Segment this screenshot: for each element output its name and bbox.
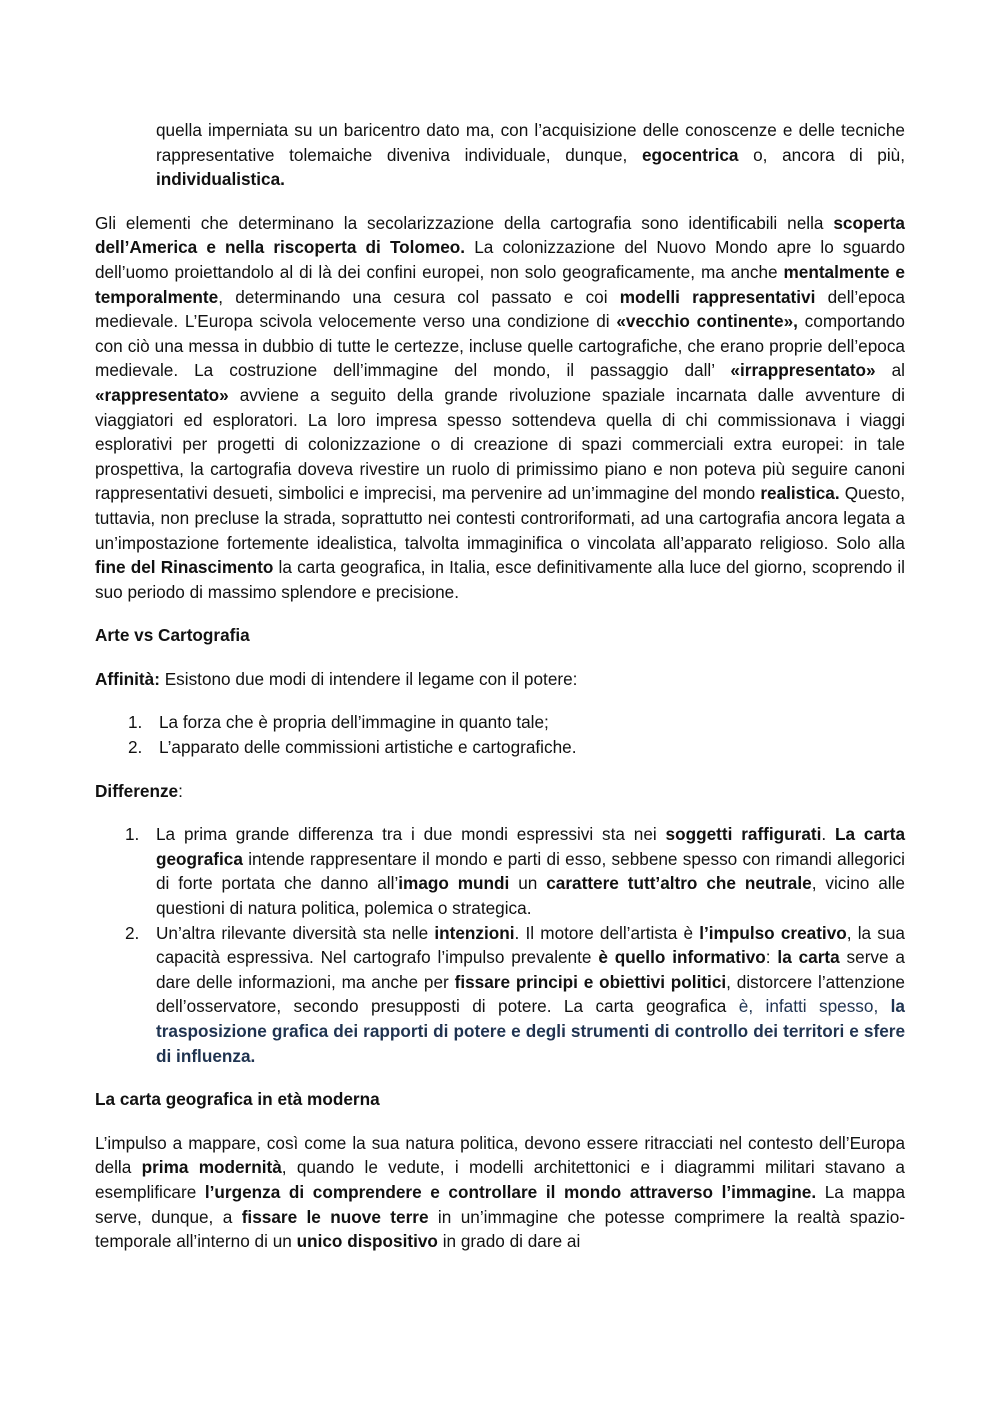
text-run: , determinando una cesura col passato e coi	[218, 286, 620, 307]
text-run: La mappa serve, dunque, a	[95, 1181, 906, 1227]
text-run: al	[875, 360, 906, 381]
bold-run: «irrappresentato»	[730, 360, 876, 381]
intro-paragraph	[156, 118, 905, 192]
bold-run: l’urgenza di comprendere e controllare il mondo attraverso l’immagine.	[204, 1181, 817, 1202]
text-run: Esistono due modi di intendere il legame con il potere:	[159, 668, 578, 689]
list-item	[95, 822, 905, 920]
text-run: Gli elementi che determinano la secolarizzazione della cartografia sono identificabili nella	[95, 212, 834, 233]
highlight-run: è, infatti spesso,	[738, 996, 891, 1017]
heading-text: Arte vs Cartografia	[95, 625, 250, 646]
body-paragraph-2	[95, 1131, 905, 1254]
list-number: 1.	[128, 712, 143, 733]
bold-run: «rappresentato»	[95, 384, 229, 405]
text-run: Questo, tuttavia, non precluse la strada, soprattutto nei contesti controriformati, ad una cartografia ancora legata a un’impostazione fortemente idealistica, talvolta immaginifica o vincolata all’apparato religioso. Solo alla	[95, 483, 905, 553]
text-run: , distorcere l’attenzione dell’osservatore, secondo presupposti di potere. La carta geografica	[156, 971, 905, 1017]
text-run: , quando le vedute, i modelli architettonici e i diagrammi militari stavano a esemplificare	[95, 1157, 905, 1202]
bold-run: intenzioni	[434, 922, 515, 943]
list-item	[95, 735, 905, 760]
text-run: la carta geografica, in Italia, esce definitivamente alla luce del giorno, scoprendo il suo periodo di massimo splendore e precisione.	[95, 557, 905, 602]
bold-run: modelli rappresentativi	[619, 286, 816, 307]
affinita-list	[95, 710, 905, 759]
list-item	[95, 710, 905, 735]
bold-run: la carta	[777, 947, 840, 968]
text-run: quella imperniata su un baricentro dato ma, con l’acquisizione delle conoscenze e delle tecniche rappresentative tolemaiche diveniva individuale, dunque,	[156, 120, 905, 165]
text-run: :	[178, 780, 183, 801]
text-run: dell’epoca medievale. L’Europa scivola velocemente verso una condizione di	[95, 286, 905, 332]
text-run: :	[765, 947, 778, 968]
text-run: L’impulso a mappare, così come la sua natura politica, devono essere ritracciati nel contesto dell’Europa della	[95, 1132, 905, 1178]
bold-run: La carta geografica	[156, 824, 906, 869]
text-run: o, ancora di più,	[738, 144, 906, 165]
differenze-list	[95, 822, 905, 1068]
bold-run: soggetti raffigurati	[665, 824, 822, 845]
text-run: La prima grande differenza tra i due mondi espressivi sta nei	[156, 824, 666, 845]
text-run: in grado di dare ai	[437, 1231, 581, 1252]
bold-run: egocentrica	[641, 144, 739, 165]
bold-run: mentalmente e temporalmente	[95, 261, 905, 307]
body-paragraph-1	[95, 211, 905, 605]
list-item-text: La forza che è propria dell’immagine in quanto tale;	[159, 712, 549, 733]
bold-run: prima modernità	[141, 1157, 282, 1178]
bold-run: imago mundi	[398, 873, 510, 894]
text-run: comportando con ciò una messa in dubbio di tutte le certezze, incluse quelle cartografiche, che erano proprie dell’epoca medievale. La costruzione dell’immagine del mondo, il passaggio dall’	[95, 311, 905, 381]
list-item	[95, 921, 905, 1069]
list-number: 2.	[128, 737, 143, 758]
section-heading-arte	[95, 623, 905, 648]
document-page	[95, 118, 905, 1254]
list-number: 2.	[125, 922, 140, 943]
bold-run: fine del Rinascimento	[95, 557, 274, 578]
text-run: intende rappresentare il mondo e parti di esso, sebbene spesso con rimandi allegorici di forte portata che danno all’	[156, 848, 905, 894]
list-number: 1.	[125, 824, 140, 845]
bold-run: fissare principi e obiettivi politici	[454, 971, 727, 992]
text-run: .	[821, 824, 836, 845]
bold-run: realistica.	[760, 483, 840, 504]
text-run: avviene a seguito della grande rivoluzione spaziale incarnata dalle avventure di viaggiatori ed esploratori. La loro impresa spesso sottendeva quella di chi commissionava i viaggi esplorativi per progetti di colonizzazione o di creazione di spazi commerciali extra europei: in tale prospettiva, la cartografia doveva rivestire un ruolo di primissimo piano e non poteva più seguire canoni rappresentativi desueti, simbolici e imprecisi, ma pervenire ad un’immagine del mondo	[95, 384, 905, 504]
bold-run: è quello informativo	[598, 947, 766, 968]
text-run: La colonizzazione del Nuovo Mondo apre lo sguardo dell’uomo proiettandolo al di là dei confini europei, non solo geograficamente, ma anche	[95, 237, 905, 282]
section-heading-eta-moderna	[95, 1087, 905, 1112]
affinita-paragraph	[95, 667, 905, 692]
text-run: serve a dare delle informazioni, ma anche per	[156, 947, 905, 992]
text-run: un	[509, 873, 547, 894]
bold-run: carattere tutt’altro che neutrale	[546, 873, 812, 894]
heading-text: La carta geografica in età moderna	[95, 1089, 380, 1110]
affinita-label: Affinità:	[95, 668, 160, 689]
text-run: in un’immagine che potesse comprimere la realtà spazio-temporale all’interno di un	[95, 1206, 905, 1252]
bold-run: scoperta dell’America e nella riscoperta di Tolomeo.	[95, 212, 905, 258]
list-item-text: L’apparato delle commissioni artistiche e cartografiche.	[159, 737, 577, 758]
bold-run: «vecchio continente»,	[616, 311, 798, 332]
bold-run: l’impulso creativo	[699, 922, 847, 943]
text-run: Un’altra rilevante diversità sta nelle	[156, 922, 435, 943]
differenze-paragraph	[95, 779, 905, 804]
differenze-label: Differenze	[95, 780, 179, 801]
bold-run: fissare le nuove terre	[241, 1206, 429, 1227]
text-run: , la sua capacità espressiva. Nel cartografo l’impulso prevalente	[156, 922, 905, 968]
bold-run: individualistica.	[156, 169, 285, 190]
bold-run: unico dispositivo	[296, 1231, 438, 1252]
text-run: , vicino alle questioni di natura politica, polemica o strategica.	[156, 873, 905, 919]
highlight-bold-run: la trasposizione grafica dei rapporti di potere e degli strumenti di controllo dei territori e sfere di influenza.	[156, 996, 905, 1066]
text-run: . Il motore dell’artista è	[514, 922, 700, 943]
